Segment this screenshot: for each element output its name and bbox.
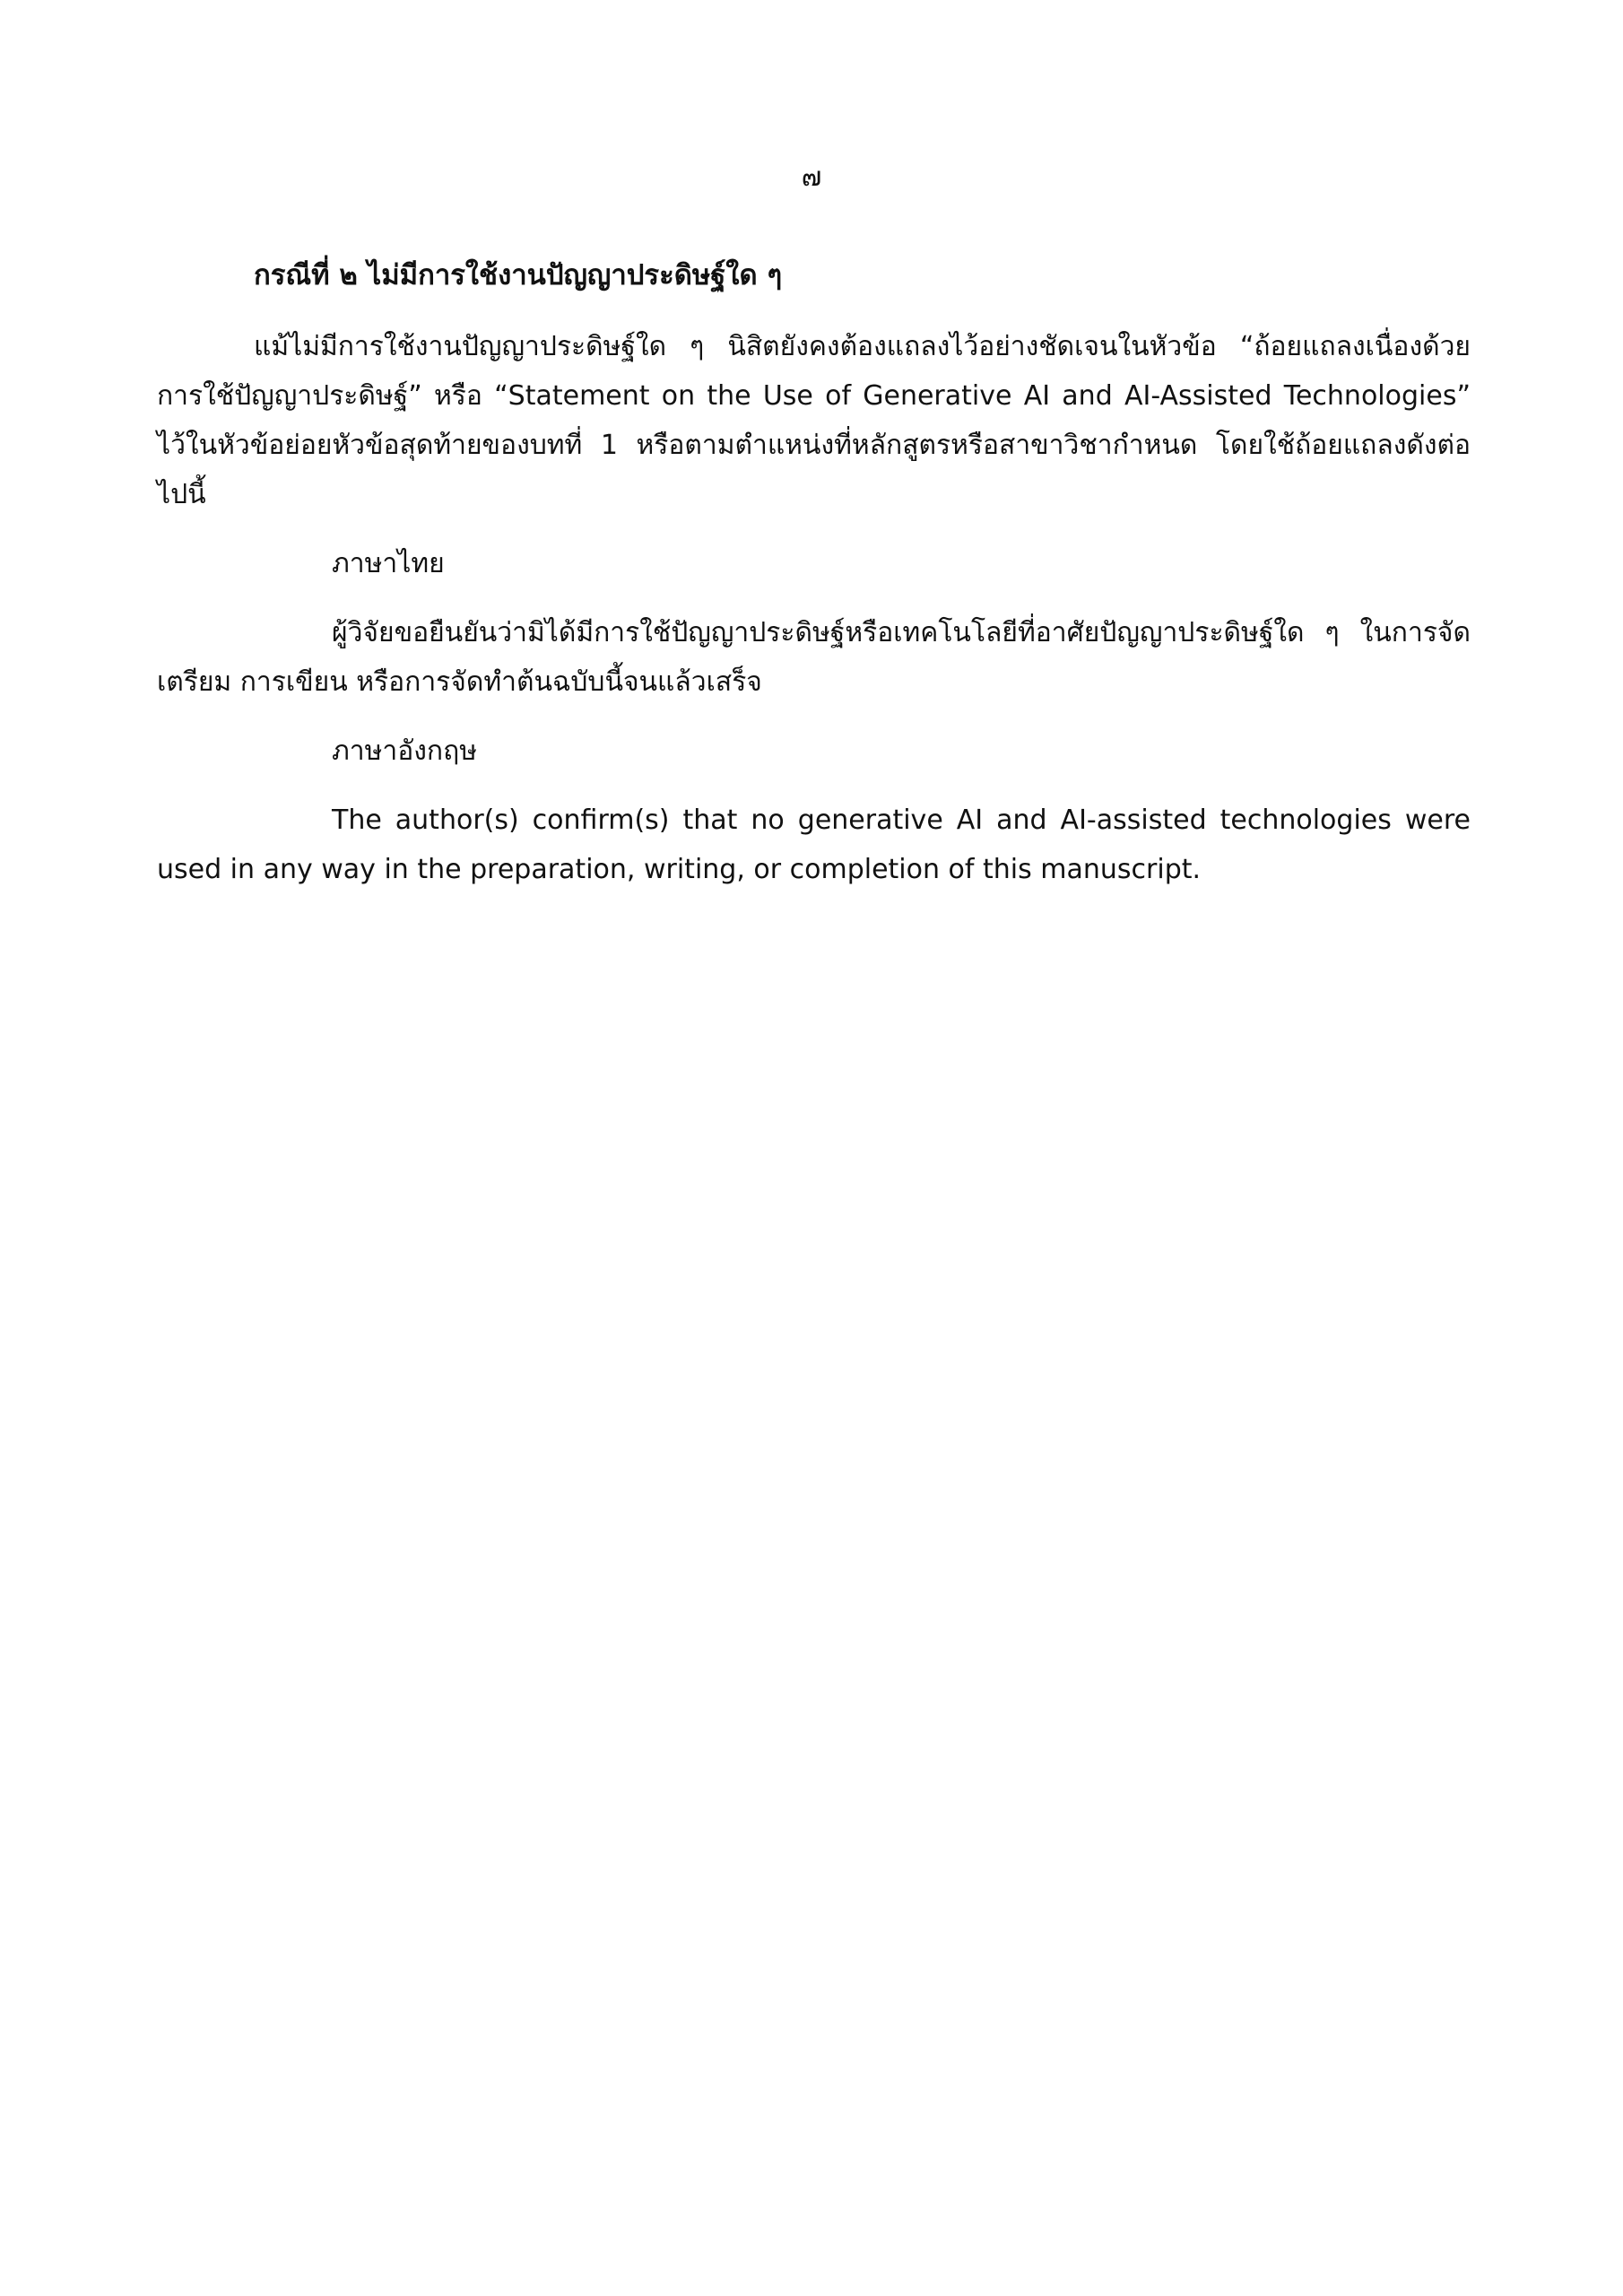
page-content	[157, 251, 1471, 894]
english-language-label: ภาษาอังกฤษ	[332, 735, 478, 767]
thai-statement: ผู้วิจัยขอยืนยันว่ามิได้มีการใช้ปัญญาประดิษฐ์หรือเทคโนโลยีที่อาศัยปัญญาประดิษฐ์ใด ๆ ในการจัดเตรียม การเขียน หรือการจัดทำต้นฉบับนี้จนแล้วเสร็จ	[157, 617, 1471, 698]
intro-paragraph: แม้ไม่มีการใช้งานปัญญาประดิษฐ์ใด ๆ นิสิตยังคงต้องแถลงไว้อย่างชัดเจนในหัวข้อ “ถ้อยแถลงเนื่องด้วยการใช้ปัญญาประดิษฐ์” หรือ “Statement on the Use of Generative AI and AI-Assisted Technologies” ไว้ในหัวข้อย่อยหัวข้อสุดท้ายของบทที่ 1 หรือตามตำแหน่งที่หลักสูตรหรือสาขาวิชากำหนด โดยใช้ถ้อยแถลงดังต่อไปนี้	[157, 331, 1471, 510]
page-number: ๗	[801, 161, 822, 193]
english-statement: The author(s) confirm(s) that no generative AI and AI-assisted technologies were used in any way in the preparation, writing, or completion of this manuscript.	[157, 804, 1471, 885]
thai-language-label: ภาษาไทย	[332, 548, 445, 579]
section-heading: กรณีที่ ๒ ไม่มีการใช้งานปัญญาประดิษฐ์ใด ๆ	[254, 259, 783, 291]
